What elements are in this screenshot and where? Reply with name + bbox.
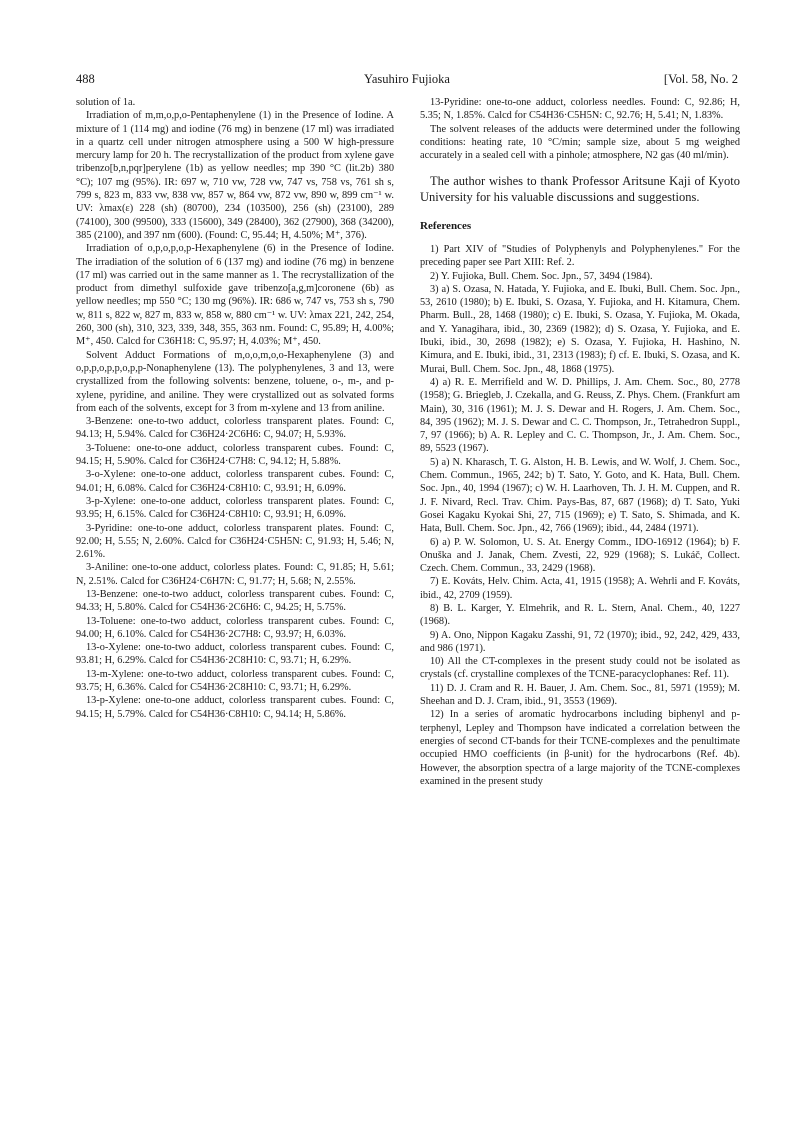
- reference-item: 9) A. Ono, Nippon Kagaku Zasshi, 91, 72 (1970); ibid., 92, 242, 429, 433, and 986 (1971).: [420, 629, 740, 654]
- reference-item: 5) a) N. Kharasch, T. G. Alston, H. B. Lewis, and W. Wolf, J. Chem. Soc., Chem. Commun., 1965, 242; b) T. Sato, Y. Goto, and K. Hata, Bull. Chem. Soc. Jpn., 40, 1994 (1967); c) W. H. Laarhoven, Th. J. H. M. Cuppen, and R. J. F. Nivard, Recl. Trav. Chim. Pays-Bas, 87, 687 (1968); d) T. Sato, Yuki Gosei Kagaku Kyokai Shi, 27, 715 (1969); e) T. Sato, S. Shimada, and K. Hata, Bull. Chem. Soc. Jpn., 42, 766 (1969); ibid., 44, 2484 (1971).: [420, 456, 740, 535]
- adduct-entry: 13-o-Xylene: one-to-two adduct, colorless transparent cubes. Found: C, 93.81; H, 6.29%. Calcd for C54H36·2C8H10: C, 93.71; H, 6.29%.: [76, 642, 394, 667]
- adduct-entry: 3-p-Xylene: one-to-one adduct, colorless transparent plates. Found: C, 93.95; H, 6.15%. Calcd for C36H24·C8H10: C, 93.91; H, 6.09%.: [76, 495, 394, 521]
- adduct-entry: 13-m-Xylene: one-to-two adduct, colorless transparent cubes. Found: C, 93.75; H, 6.36%. Calcd for C54H36·2C8H10: C, 93.71; H, 6.29%.: [76, 668, 394, 694]
- adduct-entry: 3-Benzene: one-to-two adduct, colorless transparent plates. Found: C, 94.13; H, 5.94%. Calcd for C36H24·2C6H6: C, 94.07; H, 5.93%.: [76, 416, 394, 441]
- reference-item: 1) Part XIV of "Studies of Polyphenyls and Polyphenylenes." For the preceding paper see Part XIII: Ref. 2.: [420, 243, 740, 269]
- volume-info: [Vol. 58, No. 2: [663, 72, 738, 86]
- reference-item: 8) B. L. Karger, Y. Elmehrik, and R. L. Stern, Anal. Chem., 40, 1227 (1968).: [420, 602, 740, 628]
- adduct-entry: 3-o-Xylene: one-to-one adduct, colorless transparent cubes. Found: C, 94.01; H, 6.08%. Calcd for C36H24·C8H10: C, 93.91; H, 6.09%.: [76, 469, 394, 494]
- adduct-entry: 3-Toluene: one-to-one adduct, colorless transparent cubes. Found: C, 94.15; H, 5.90%. Calcd for C36H24·C7H8: C, 94.12; H, 5.88%.: [76, 442, 394, 468]
- acknowledgement: The author wishes to thank Professor Aritsune Kaji of Kyoto University for his valuable discussions and suggestions.: [420, 174, 740, 205]
- adduct-entry: 13-Toluene: one-to-two adduct, colorless transparent cubes. Found: C, 94.00; H, 6.10%. Calcd for C54H36·2C7H8: C, 93.97; H, 6.03%.: [76, 615, 394, 640]
- left-column: [76, 96, 394, 721]
- paragraph: solution of 1a.: [76, 97, 136, 108]
- reference-item: 2) Y. Fujioka, Bull. Chem. Soc. Jpn., 57, 3494 (1984).: [430, 270, 653, 282]
- adduct-entry: 3-Pyridine: one-to-one adduct, colorless transparent plates. Found: C, 92.00; H, 5.55; N, 2.60%. Calcd for C36H24·C5H5N: C, 91.93; H, 5.46; N, 2.61%.: [76, 522, 394, 561]
- reference-item: 4) a) R. E. Merrifield and W. D. Phillips, J. Am. Chem. Soc., 80, 2778 (1958); G. Briegleb, J. Czekalla, and G. Reuss, Z. Phys. Chem. (Frankfurt am Main), 30, 316 (1961); M. J. S. Dewar and H. Rogers, J. Am. Chem. Soc., 84, 395 (1962); M. J. S. Dewar and C. C. Thompson, Jr., Tetrahedron Suppl., 7, 97 (1966); b) A. R. Lepley and C. C. Thompson, Jr., J. Am. Chem. Soc., 89, 5523 (1967).: [420, 376, 741, 455]
- paragraph: Solvent Adduct Formations of m,o,o,m,o,o-Hexaphenylene (3) and o,p,p,o,p,p,o,p,p-Nonaphenylene (13). The polyphenylenes, 3 and 13, were crystallized from the following solvents: benzene, toluene, o-, m-, and p-xylene, pyridine, and aniline. They were crystallized out as solvated forms from each of the solvents, except for 3 from m-xylene and 13 from aniline.: [76, 349, 394, 414]
- reference-item: 11) D. J. Cram and R. H. Bauer, J. Am. Chem. Soc., 81, 5971 (1959); M. Sheehan and D. J. Cram, ibid., 91, 3553 (1969).: [420, 682, 740, 708]
- right-column: [420, 96, 740, 788]
- adduct-entry: 13-p-Xylene: one-to-one adduct, colorless transparent cubes. Found: C, 94.15; H, 5.79%. Calcd for C54H36·C8H10: C, 94.14; H, 5.86%.: [76, 695, 394, 720]
- adduct-entry: 13-Benzene: one-to-two adduct, colorless transparent cubes. Found: C, 94.33; H, 5.80%. Calcd for C54H36·2C6H6: C, 94.25; H, 5.75%.: [76, 588, 394, 614]
- reference-item: 12) In a series of aromatic hydrocarbons including biphenyl and p-terphenyl, Lepley and Thompson have indicated a correlation between the energies of second CT-bands for their TCNE-complexes and the penultimate occupied HMO coefficients (in β-unit) for the hydrocarbons (Ref. 4b). However, the absorption spectra of a large majority of the TCNE-complexes examined in the present study: [420, 709, 740, 787]
- adduct-entry: 3-Aniline: one-to-one adduct, colorless plates. Found: C, 91.85; H, 5.61; N, 2.51%. Calcd for C36H24·C6H7N: C, 91.77; H, 5.68; N, 2.55%.: [76, 562, 394, 587]
- paragraph: Irradiation of m,m,o,p,o-Pentaphenylene (1) in the Presence of Iodine. A mixture of 1 (114 mg) and iodine (76 mg) in benzene (17 ml) was irradiated in a quartz cell under nitrogen atmosphere using a 500 W high-pressure mercury lamp for 20 h. The recrystallization of the product from xylene gave tribenzo[b,n,pqr]perylene (1b) as yellow needles; mp 390 °C (lit.2b) 380 °C); 107 mg (95%). IR: 697 w, 710 vw, 728 vw, 747 vs, 758 vs, 761 sh s, 799 s, 823 m, 833 vw, 838 vw, 857 w, 864 vw, 872 vw, 890 w, 899 cm⁻¹ w. UV: λmax(ε) 228 (sh) (80700), 234 (103500), 256 (sh) (23100), 289 (74100), 300 (99500), 333 (15600), 349 (28400), 362 (27900), 368 (34200), 385 (2100), and 397 nm (600). (Found: C, 95.44; H, 4.50%; M⁺, 376).: [76, 110, 394, 241]
- paragraph: Irradiation of o,p,o,p,o,p-Hexaphenylene (6) in the Presence of Iodine. The irradiation of the solution of 6 (137 mg) and iodine (76 mg) in benzene (17 ml) was carried out in the same manner as 1. The recrystallization of the product from dimethyl sulfoxide gave tribenzo[a,g,m]coronene (6b) as yellow needles; mp 550 °C; 130 mg (96%). IR: 686 w, 747 vs, 753 sh s, 790 w, 811 s, 822 w, 827 m, 833 w, 858 w, 880 cm⁻¹ w. UV: λmax 221, 242, 254, 260, 300 (sh), 310, 323, 339, 348, 355, 363 nm. Found: C, 95.89; H, 4.00%; M⁺, 450. Calcd for C36H18: C, 95.97; H, 4.03%; M⁺, 450.: [76, 243, 394, 348]
- reference-item: 3) a) S. Ozasa, N. Hatada, Y. Fujioka, and E. Ibuki, Bull. Chem. Soc. Jpn., 53, 2610 (1980); b) E. Ibuki, S. Ozasa, Y. Fujioka, and H. Kitamura, Chem. Pharm. Bull., 28, 1468 (1980); c) E. Ibuki, S. Ozasa, Y. Fujioka, M. Okada, and Y. Yanagihara, ibid., 30, 2369 (1982); d) S. Ozasa, Y. Fujioka, and E. Ibuki, ibid., 30, 2698 (1982); e) S. Ozasa, Y. Fujioka, H. Hashino, N. Kimura, and E. Ibuki, ibid., 31, 2313 (1983); f) cf. E. Ibuki, S. Ozasa, and K. Murai, Bull. Chem. Soc. Jpn., 48, 1868 (1975).: [420, 283, 740, 375]
- reference-item: 10) All the CT-complexes in the present study could not be isolated as crystals (cf. crystalline complexes of the TCNE-paracyclophanes: Ref. 11).: [420, 656, 740, 681]
- adduct-entry: 13-Pyridine: one-to-one adduct, colorless needles. Found: C, 92.86; H, 5.35; N, 1.85%. Calcd for C54H36·C5H5N: C, 92.76; H, 5.41; N, 1.83%.: [420, 97, 740, 122]
- paragraph: The solvent releases of the adducts were determined under the following conditions: heating rate, 10 °C/min; sample size, about 5 mg weighed accurately in a sealed cell with a pinhole; atmosphere, N2 gas (40 ml/min).: [420, 123, 740, 162]
- references-heading: References: [420, 219, 472, 232]
- page-header: [76, 72, 738, 88]
- reference-item: 6) a) P. W. Solomon, U. S. At. Energy Comm., IDO-16912 (1964); b) F. Onuška and J. Janak, Chem. Zvesti, 22, 929 (1968); S. Lukáč, Collect. Czech. Chem. Commun., 33, 2429 (1968).: [420, 536, 740, 575]
- page-number: 488: [76, 72, 95, 86]
- reference-item: 7) E. Kováts, Helv. Chim. Acta, 41, 1915 (1958); A. Wehrli and F. Kováts, ibid., 42, 2709 (1959).: [420, 576, 740, 601]
- running-author: Yasuhiro Fujioka: [364, 72, 450, 86]
